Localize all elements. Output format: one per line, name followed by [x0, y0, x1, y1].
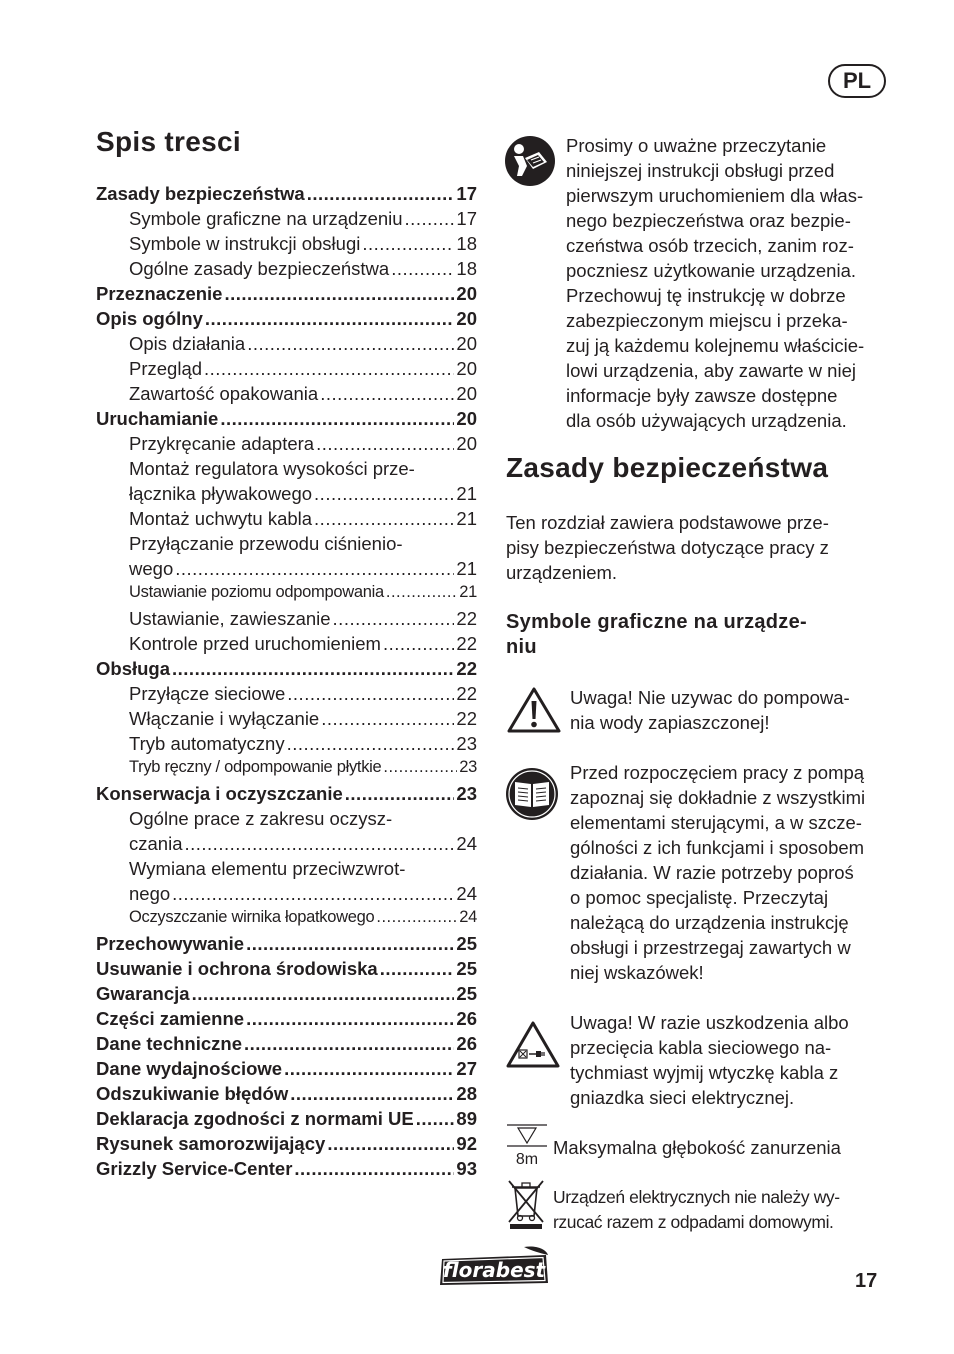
- toc-entry-page: 20: [456, 358, 477, 379]
- toc-leader-dots: [247, 333, 454, 355]
- toc-entry-page: 20: [456, 333, 477, 354]
- toc-entry: [96, 808, 477, 833]
- toc-leader-dots: [416, 1108, 455, 1130]
- toc-entry: [96, 783, 477, 808]
- toc-entry-label: Opis ogólny: [96, 308, 203, 329]
- toc-entry-page: 17: [456, 208, 477, 229]
- toc-entry-label: Przegląd: [129, 358, 203, 379]
- toc-leader-dots: [220, 408, 454, 430]
- toc-entry-page: 20: [456, 283, 477, 304]
- toc-leader-dots: [205, 308, 455, 330]
- toc-leader-dots: [314, 508, 454, 530]
- toc-entry: [96, 1158, 477, 1183]
- toc-leader-dots: [391, 258, 454, 280]
- toc-entry: [96, 758, 477, 783]
- toc-entry: [96, 433, 477, 458]
- safety-intro-text: Ten rozdział zawiera podstawowe prze- pisy bezpieczeństwa dotyczące pracy z urządzeniem.: [506, 512, 829, 583]
- toc-entry-page: 20: [456, 433, 477, 454]
- toc-entry-label: Dane wydajnościowe: [96, 1058, 283, 1079]
- toc-entry-label: Przyłączanie przewodu ciśnienio-: [129, 533, 403, 554]
- toc-leader-dots: [383, 633, 454, 655]
- toc-leader-dots: [284, 1058, 454, 1080]
- toc-entry: [96, 1008, 477, 1033]
- toc-leader-dots: [386, 583, 457, 602]
- toc-entry-page: 22: [456, 633, 477, 654]
- toc-entry-page: 27: [456, 1058, 477, 1079]
- toc-entry-page: 18: [456, 258, 477, 279]
- toc-entry-label: Symbole w instrukcji obsługi: [129, 233, 361, 254]
- toc-leader-dots: [320, 383, 454, 405]
- toc-entry: [96, 1133, 477, 1158]
- toc-entry-label: Oczyszczanie wirnika łopatkowego: [129, 908, 375, 926]
- table-of-contents: [96, 183, 477, 1183]
- toc-entry: [96, 408, 477, 433]
- toc-entry: [96, 283, 477, 308]
- toc-entry: [96, 1083, 477, 1108]
- toc-entry-page: 22: [456, 608, 477, 629]
- toc-entry: [96, 358, 477, 383]
- toc-entry: [96, 983, 477, 1008]
- toc-leader-dots: [405, 208, 455, 230]
- toc-entry-label: Przeznaczenie: [96, 283, 223, 304]
- toc-entry-page: 24: [456, 833, 477, 854]
- toc-entry-label: Włączanie i wyłączanie: [129, 708, 320, 729]
- toc-entry: [96, 883, 477, 908]
- unplug-warning-icon: [505, 1020, 561, 1070]
- toc-leader-dots: [307, 183, 455, 205]
- toc-leader-dots: [321, 708, 454, 730]
- toc-entry-label: Konserwacja i oczyszczanie: [96, 783, 343, 804]
- toc-entry: [96, 858, 477, 883]
- toc-entry-label: Części zamienne: [96, 1008, 245, 1029]
- toc-entry-page: 17: [456, 183, 477, 204]
- toc-entry: [96, 533, 477, 558]
- toc-entry: [96, 483, 477, 508]
- toc-entry-page: 89: [456, 1108, 477, 1129]
- read-manual-icon: [505, 136, 555, 186]
- toc-entry-label: Wymiana elementu przeciwzwrot-: [129, 858, 406, 879]
- toc-entry-page: 21: [456, 483, 477, 504]
- toc-entry-label: Deklaracja zgodności z normami UE: [96, 1108, 414, 1129]
- symbols-subtitle: Symbole graficzne na urządze- niu: [506, 611, 807, 658]
- toc-leader-dots: [246, 1008, 454, 1030]
- book-manual-icon: [505, 767, 559, 821]
- toc-entry-label: Gwarancja: [96, 983, 190, 1004]
- toc-entry-label: Montaż uchwytu kabla: [129, 508, 313, 529]
- toc-leader-dots: [246, 933, 454, 955]
- immersion-depth-icon: [505, 1122, 549, 1170]
- toc-entry-page: 26: [456, 1033, 477, 1054]
- toc-entry-page: 25: [456, 983, 477, 1004]
- toc-entry-label: Ogólne zasady bezpieczeństwa: [129, 258, 390, 279]
- toc-entry: [96, 708, 477, 733]
- warning-triangle-icon: [506, 686, 562, 734]
- toc-leader-dots: [290, 1083, 454, 1105]
- florabest-logo: [436, 1245, 552, 1289]
- toc-leader-dots: [244, 1033, 454, 1055]
- toc-entry-label: Zasady bezpieczeństwa: [96, 183, 305, 204]
- toc-entry: [96, 1108, 477, 1133]
- toc-entry-page: 26: [456, 1008, 477, 1029]
- toc-entry-page: 21: [459, 583, 477, 601]
- toc-entry-page: 22: [456, 683, 477, 704]
- toc-entry-page: 18: [456, 233, 477, 254]
- toc-entry-page: 93: [456, 1158, 477, 1179]
- toc-entry: [96, 508, 477, 533]
- toc-entry-page: 21: [456, 508, 477, 529]
- toc-entry-page: 23: [456, 733, 477, 754]
- toc-leader-dots: [294, 1158, 454, 1180]
- toc-entry-page: 22: [456, 658, 477, 679]
- toc-entry: [96, 908, 477, 933]
- language-badge: PL: [828, 64, 886, 98]
- toc-entry-label: Montaż regulatora wysokości prze-: [129, 458, 415, 479]
- immersion-depth-label: 8m: [515, 1151, 539, 1168]
- toc-leader-dots: [172, 658, 454, 680]
- toc-entry-label: Ogólne prace z zakresu oczysz-: [129, 808, 393, 829]
- toc-entry-label: Przykręcanie adaptera: [129, 433, 315, 454]
- toc-entry: [96, 658, 477, 683]
- toc-entry-label: Uruchamianie: [96, 408, 219, 429]
- toc-entry: [96, 458, 477, 483]
- toc-leader-dots: [333, 608, 455, 630]
- toc-leader-dots: [287, 733, 455, 755]
- toc-entry: [96, 958, 477, 983]
- toc-entry-page: 20: [456, 308, 477, 329]
- toc-entry: [96, 383, 477, 408]
- toc-entry-label: Rysunek samorozwijający: [96, 1133, 326, 1154]
- toc-leader-dots: [314, 483, 454, 505]
- toc-leader-dots: [316, 433, 454, 455]
- toc-entry-page: 20: [456, 383, 477, 404]
- toc-entry-label: Obsługa: [96, 658, 171, 679]
- symbol-unplug-text: Uwaga! W razie uszkodzenia albo przecięcia kabla sieciowego na- tychmiast wyjmij wtyczkę kabla z gniazdka sieci elektrycznej.: [570, 1012, 849, 1108]
- toc-entry-label: Ustawianie poziomu odpompowania: [129, 583, 384, 601]
- toc-entry-label: wego: [129, 558, 174, 579]
- toc-entry-label: nego: [129, 883, 171, 904]
- toc-entry-page: 25: [456, 933, 477, 954]
- toc-entry-label: Symbole graficzne na urządzeniu: [129, 208, 403, 229]
- toc-entry: [96, 1058, 477, 1083]
- symbol-warning-text: Uwaga! Nie uzywac do pompowa- nia wody zapiaszczonej!: [570, 687, 850, 733]
- toc-entry-page: 24: [459, 908, 477, 926]
- toc-leader-dots: [192, 983, 455, 1005]
- toc-leader-dots: [383, 758, 457, 777]
- toc-entry: [96, 833, 477, 858]
- toc-entry: [96, 1033, 477, 1058]
- toc-entry: [96, 583, 477, 608]
- intro-text: Prosimy o uważne przeczytanie niniejszej instrukcji obsługi przed pierwszym uruchomieniem dla włas- nego bezpieczeństwa oraz bezpie- czeństwa osób trzecich, zanim roz- poczniesz użytkowanie urządzenia. Przechowuj tę instrukcję w dobrze zabezpieczonym miejscu i przeka- zuj ją każdemu kolejnemu właścicie- lowi urządzenia, aby zawarte w niej informacje były zawsze dostępne dla osób używających urządzenia.: [566, 135, 865, 431]
- toc-entry: [96, 208, 477, 233]
- toc-entry-page: 23: [459, 758, 477, 776]
- symbol-weee-text: Urządzeń elektrycznych nie należy wy- rzucać razem z odpadami domowymi.: [553, 1187, 840, 1232]
- toc-leader-dots: [184, 833, 454, 855]
- toc-entry: [96, 933, 477, 958]
- toc-entry-page: 21: [456, 558, 477, 579]
- toc-entry-label: Usuwanie i ochrona środowiska: [96, 958, 378, 979]
- symbol-manual-text: Przed rozpoczęciem pracy z pompą zapoznaj się dokładnie z wszystkimi elementami sterującymi, a w szcze- gólności z ich funkcjami i sposobem działania. W razie potrzeby poproś o pomoc specjalistę. Przeczytaj należącą do urządzenia instrukcję obsługi i przestrzegaj zawartych w niej wskazówek!: [570, 762, 866, 983]
- toc-leader-dots: [175, 558, 454, 580]
- toc-leader-dots: [362, 233, 454, 255]
- toc-entry-page: 24: [456, 883, 477, 904]
- toc-entry: [96, 633, 477, 658]
- toc-entry: [96, 558, 477, 583]
- toc-entry-page: 22: [456, 708, 477, 729]
- toc-leader-dots: [204, 358, 454, 380]
- toc-entry-label: Grizzly Service-Center: [96, 1158, 293, 1179]
- toc-entry: [96, 233, 477, 258]
- toc-leader-dots: [345, 783, 455, 805]
- toc-entry-label: Przechowywanie: [96, 933, 245, 954]
- toc-entry-page: 20: [456, 408, 477, 429]
- toc-entry: [96, 733, 477, 758]
- toc-entry-label: Dane techniczne: [96, 1033, 242, 1054]
- toc-entry: [96, 183, 477, 208]
- safety-title: Zasady bezpieczeństwa: [506, 452, 829, 483]
- toc-entry: [96, 683, 477, 708]
- weee-bin-icon: [506, 1178, 546, 1230]
- logo-text: florabest: [442, 1258, 546, 1282]
- toc-entry-label: Kontrole przed uruchomieniem: [129, 633, 381, 654]
- page-number: 17: [855, 1270, 878, 1292]
- toc-leader-dots: [327, 1133, 454, 1155]
- toc-leader-dots: [172, 883, 454, 905]
- toc-title: Spis tresci: [96, 126, 241, 157]
- toc-entry: [96, 308, 477, 333]
- toc-entry-label: Ustawianie, zawieszanie: [129, 608, 331, 629]
- toc-leader-dots: [376, 908, 457, 927]
- toc-entry-label: Odszukiwanie błędów: [96, 1083, 289, 1104]
- toc-leader-dots: [380, 958, 455, 980]
- toc-leader-dots: [287, 683, 454, 705]
- toc-entry: [96, 333, 477, 358]
- toc-entry-page: 25: [456, 958, 477, 979]
- toc-entry-page: 23: [456, 783, 477, 804]
- toc-entry-page: 92: [456, 1133, 477, 1154]
- toc-entry-label: łącznika pływakowego: [129, 483, 313, 504]
- toc-entry-label: Tryb automatyczny: [129, 733, 285, 754]
- toc-entry-page: 28: [456, 1083, 477, 1104]
- toc-entry-label: Opis działania: [129, 333, 246, 354]
- toc-entry-label: czania: [129, 833, 183, 854]
- toc-leader-dots: [224, 283, 454, 305]
- toc-entry-label: Przyłącze sieciowe: [129, 683, 286, 704]
- toc-entry-label: Zawartość opakowania: [129, 383, 319, 404]
- toc-entry-label: Tryb ręczny / odpompowanie płytkie: [129, 758, 382, 776]
- symbol-depth-text: Maksymalna głębokość zanurzenia: [553, 1137, 841, 1158]
- toc-entry: [96, 258, 477, 283]
- toc-entry: [96, 608, 477, 633]
